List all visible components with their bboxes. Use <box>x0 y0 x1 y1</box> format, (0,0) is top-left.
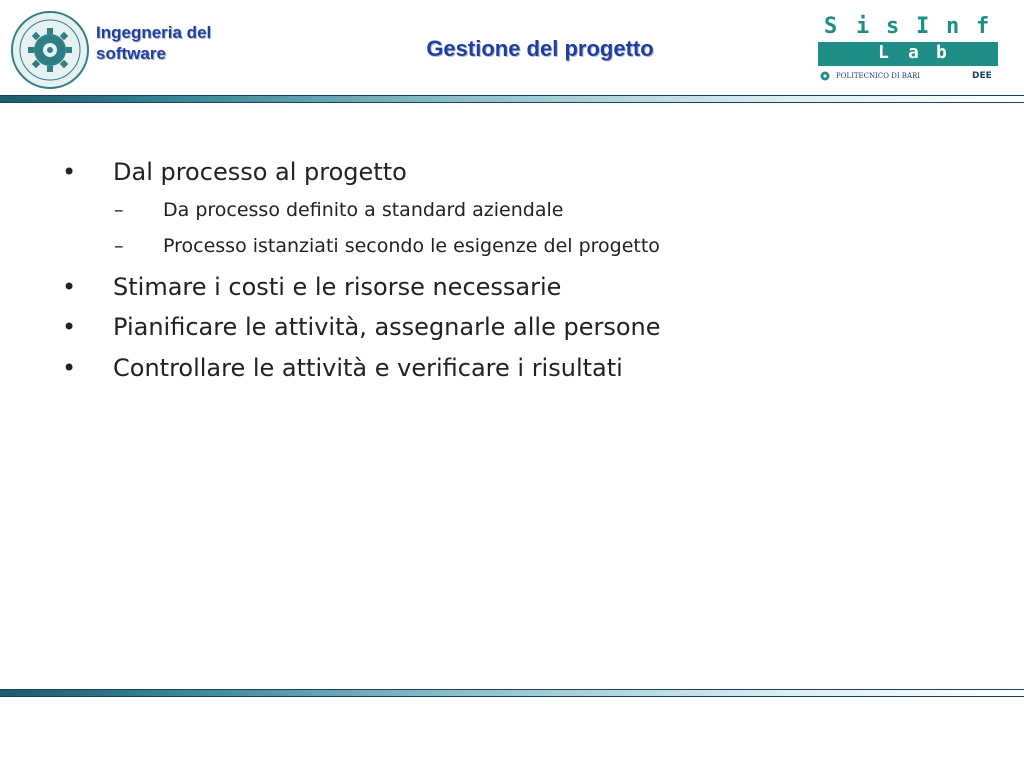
sub-bullet-marker: – <box>114 199 124 221</box>
bullet-text: Dal processo al progetto <box>113 158 407 186</box>
bullet-text: Controllare le attività e verificare i risultati <box>113 354 623 382</box>
bullet-text: Pianificare le attività, assegnarle alle persone <box>113 313 661 341</box>
list-item <box>0 354 1024 386</box>
list-item <box>0 158 1024 190</box>
slide-title: Gestione del progetto <box>426 36 654 61</box>
list-item <box>0 273 1024 305</box>
sub-bullet-text: Da processo definito a standard aziendale <box>163 199 564 221</box>
lab-logo-letter: b <box>936 42 947 63</box>
list-item <box>0 313 1024 345</box>
course-title: Ingegneria del software <box>96 23 212 63</box>
lab-logo-letter: n <box>946 14 962 39</box>
lab-logo-letter: I <box>916 14 932 39</box>
lab-logo-letter: s <box>886 14 902 39</box>
lab-logo-letter: i <box>856 14 872 39</box>
lab-logo-letter: f <box>976 14 992 39</box>
bullet-text: Stimare i costi e le risorse necessarie <box>113 273 562 301</box>
sub-bullet-text: Processo istanziati secondo le esigenze del progetto <box>163 235 660 257</box>
lab-logo-letter: a <box>908 42 919 63</box>
bullet-marker: • <box>62 313 77 341</box>
department-name: DEE <box>972 71 992 81</box>
institution-name: POLITECNICO DI BARI <box>836 72 921 80</box>
sub-list-item <box>0 235 1024 261</box>
lab-logo-letter: L <box>878 42 889 63</box>
bullet-marker: • <box>62 158 77 186</box>
sub-list-item <box>0 199 1024 225</box>
bullet-marker: • <box>62 354 77 382</box>
sub-bullet-marker: – <box>114 235 124 257</box>
lab-logo-letter: S <box>824 14 840 39</box>
bullet-marker: • <box>62 273 77 301</box>
